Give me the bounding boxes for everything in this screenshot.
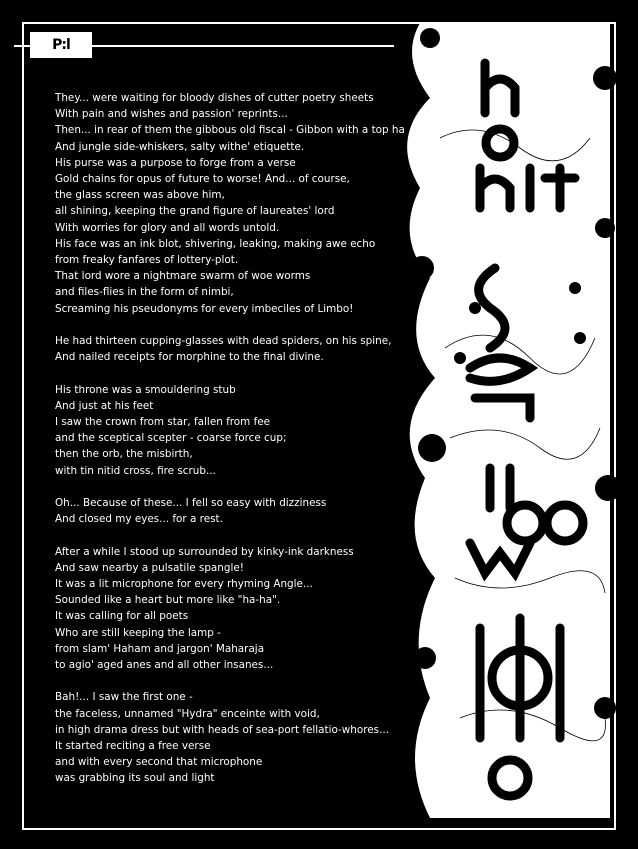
poem-line: That lord wore a nightmare swarm of woe worms [55, 270, 311, 283]
poem-line: in high drama dress but with heads of sea-port fellatio-whores... [55, 723, 389, 736]
poem-line: and files-flies in the form of nimbi, [55, 286, 234, 299]
poem-line: His purse was a purpose to forge from a verse [55, 156, 296, 169]
poem-text [55, 90, 415, 803]
poem-line: with tin nitid cross, fire scrub... [55, 464, 216, 477]
poem-line: With worries for glory and all words untold. [55, 221, 280, 234]
poem-line: And saw nearby a pulsatile spangle! [55, 561, 244, 574]
poem-line: was grabbing its soul and light [55, 772, 215, 785]
poem-line: And jungle side-whiskers, salty withe' etiquette. [55, 140, 305, 153]
poem-stanza [55, 90, 415, 317]
poem-line: And just at his feet [55, 399, 154, 412]
poem-line: from freaky fanfares of lottery-plot. [55, 254, 239, 267]
poem-stanza [55, 544, 415, 674]
poem-line: Screaming his pseudonyms for every imbeciles of Limbo! [55, 302, 354, 315]
poem-stanza [55, 689, 415, 786]
poem-line: Who are still keeping the lamp - [55, 626, 221, 639]
poem-line: Bah!... I saw the first one - [55, 691, 193, 704]
poem-line: all shining, keeping the grand figure of laureates' lord [55, 205, 335, 218]
poem-stanza [55, 333, 415, 365]
poem-line: from slam' Haham and jargon' Maharaja [55, 642, 265, 655]
poem-stanza [55, 382, 415, 479]
publisher-logo[interactable] [30, 32, 92, 58]
poem-line: and the sceptical scepter - coarse force cup; [55, 432, 287, 445]
poem-line: Gold chains for opus of future to worse! And... of course, [55, 173, 350, 186]
poem-line: It was calling for all poets [55, 610, 189, 623]
poem-line: After a while I stood up surrounded by kinky-ink darkness [55, 545, 354, 558]
poem-line: I saw the crown from star, fallen from fee [55, 416, 271, 429]
poem-line: then the orb, the misbirth, [55, 448, 193, 461]
poem-line: It started reciting a free verse [55, 740, 211, 753]
poem-line: With pain and wishes and passion' reprints... [55, 108, 288, 121]
poem-line: He had thirteen cupping-glasses with dead spiders, on his spine, [55, 335, 392, 348]
poem-line: His face was an ink blot, shivering, leaking, making awe echo [55, 237, 376, 250]
poem-line: Sounded like a heart but more like "ha-ha". [55, 594, 281, 607]
poem-line: the faceless, unnamed "Hydra" enceinte with void, [55, 707, 320, 720]
poem-line: And nailed receipts for morphine to the final divine. [55, 351, 324, 364]
poem-line: to agio' aged anes and all other insanes... [55, 659, 274, 672]
poem-line: His throne was a smouldering stub [55, 383, 236, 396]
poem-line: Oh... Because of these... I fell so easy with dizziness [55, 497, 327, 510]
poem-line: It was a lit microphone for every rhyming Angle... [55, 578, 313, 591]
poem-line: And closed my eyes... for a rest. [55, 513, 223, 526]
logo-text: P:l [52, 37, 70, 53]
poem-line: Then... in rear of them the gibbous old fiscal - Gibbon with a top ha [55, 124, 405, 137]
poem-stanza [55, 495, 415, 527]
poem-line: the glass screen was above him, [55, 189, 225, 202]
poem-line: They... were waiting for bloody dishes of cutter poetry sheets [55, 92, 374, 104]
poem-line: and with every second that microphone [55, 756, 263, 769]
